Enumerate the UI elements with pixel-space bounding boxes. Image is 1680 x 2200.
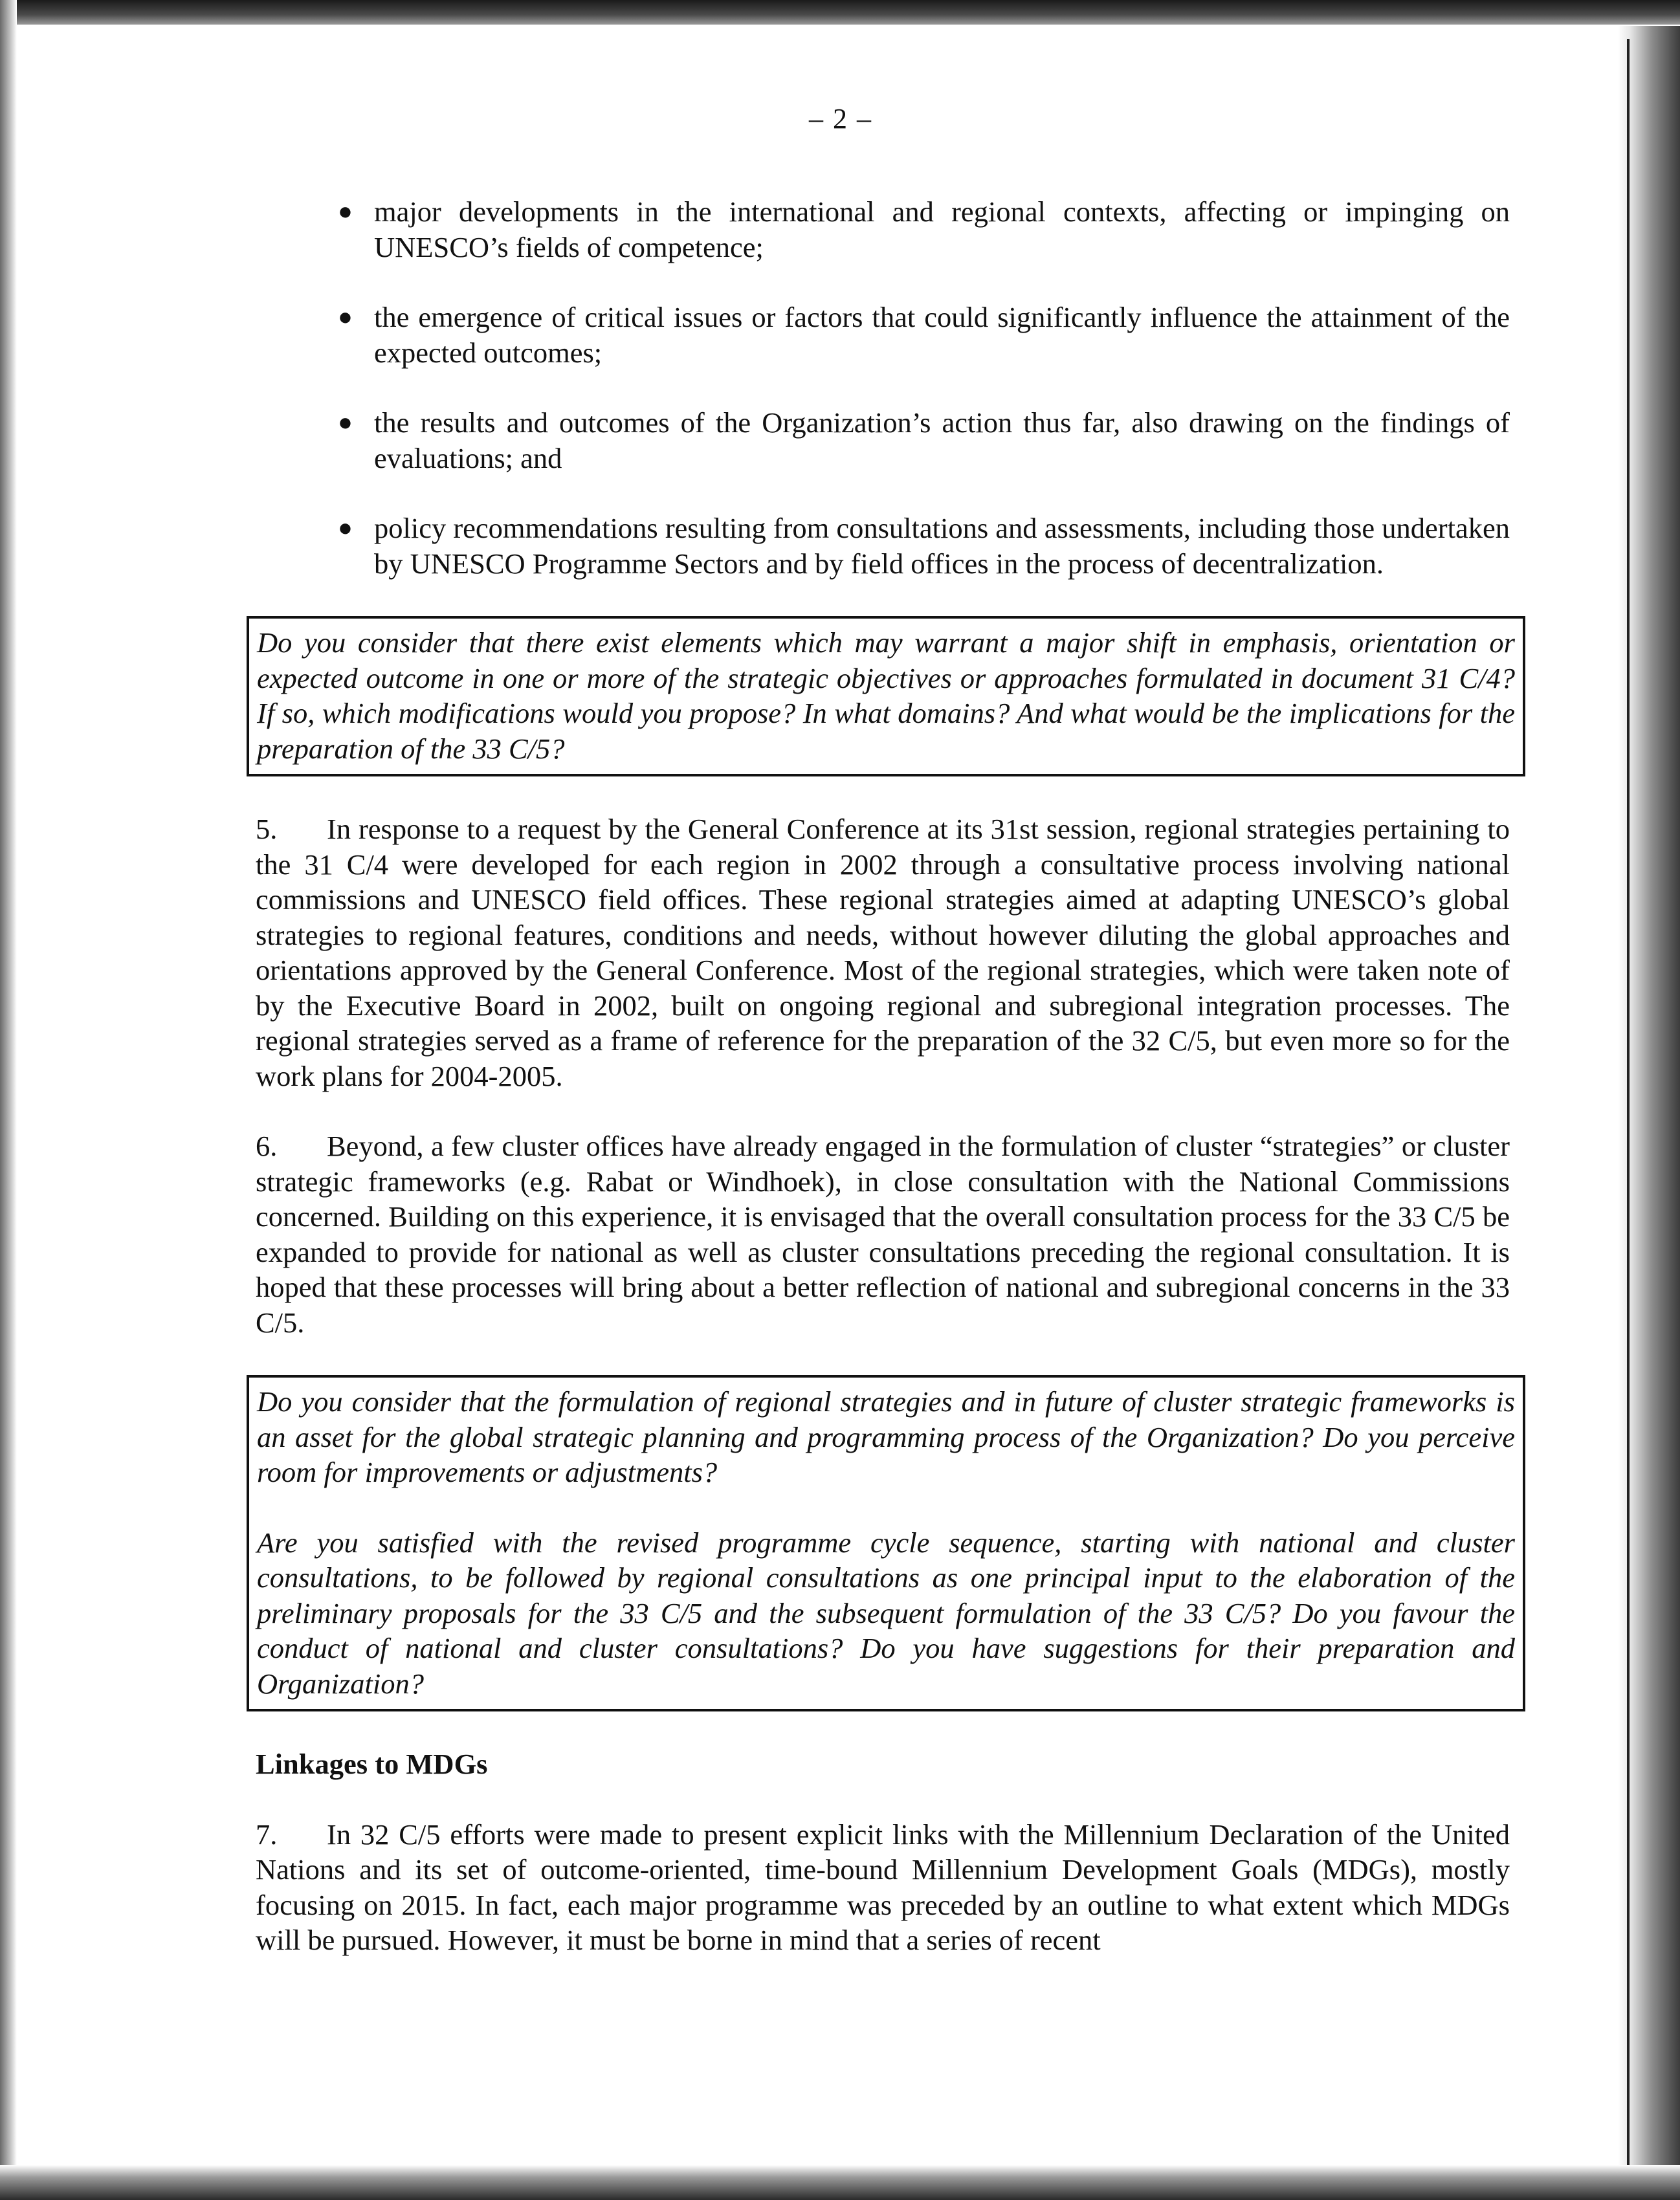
scan-border-top	[0, 0, 1680, 25]
question-text: Do you consider that the formulation of regional strategies and in future of cluster strategic frameworks is an asset for the global strategic planning and programming process of the Organization? Do you perceive room for improvements or adjustments?	[257, 1385, 1515, 1488]
list-item	[256, 511, 1510, 581]
page-number: – 2 –	[809, 103, 872, 135]
list-item	[256, 405, 1510, 476]
scan-edge-line	[1627, 39, 1630, 2174]
question-text: Are you satisfied with the revised programme cycle sequence, starting with national and cluster consultations, to be followed by regional consultations as one principal input to the elaboration of the preliminary proposals for the 33 C/5 and the subsequent formulation of the 33 C/5? Do you favour the conduct of national and cluster consultations? Do you have suggestions for their preparation and Organization?	[257, 1526, 1515, 1700]
paragraph-6	[256, 1128, 1510, 1340]
paragraph-text: Beyond, a few cluster offices have already engaged in the formulation of cluster “strategies” or cluster strategic frameworks (e.g. Rabat or Windhoek), in close consultation with the National Commissions concerned. Building on this experience, it is envisaged that the overall consultation process for the 33 C/5 be expanded to provide for national as well as cluster consultations preceding the regional consultation. It is hoped that these processes will bring about a better reflection of national and subregional concerns in the 33 C/5.	[256, 1130, 1510, 1339]
list-item	[256, 194, 1510, 265]
bullet-text: the emergence of critical issues or factors that could significantly influence the attainment of the expected outcomes;	[374, 301, 1510, 369]
bullet-text: the results and outcomes of the Organization’s action thus far, also drawing on the findings of evaluations; and	[374, 406, 1510, 474]
paragraph-number: 5.	[256, 813, 278, 845]
bullet-icon: ●	[338, 409, 353, 436]
list-item	[256, 300, 1510, 370]
paragraph-7	[256, 1817, 1510, 1958]
question-box-regional-strategies	[247, 1375, 1525, 1711]
bullet-list	[256, 194, 1510, 581]
bullet-icon: ●	[338, 198, 353, 225]
paragraph-text: In response to a request by the General Conference at its 31st session, regional strategies pertaining to the 31 C/4 were developed for each region in 2002 through a consultative process involving national commissions and UNESCO field offices. These regional strategies aimed at adapting UNESCO’s global strategies to regional features, conditions and needs, without however diluting the global approaches and orientations approved by the General Conference. Most of the regional strategies, which were taken note of by the Executive Board in 2002, built on ongoing regional and subregional integration processes. The regional strategies served as a frame of reference for the preparation of the 32 C/5, but even more so for the work plans for 2004-2005.	[256, 813, 1510, 1092]
bullet-text: major developments in the international and regional contexts, affecting or impinging on UNESCO’s fields of competence;	[374, 195, 1510, 263]
scan-border-bottom	[0, 2165, 1680, 2200]
question-box-strategic-objectives	[247, 616, 1525, 776]
paragraph-5	[256, 811, 1510, 1094]
paragraph-number: 6.	[256, 1130, 278, 1162]
document-body	[256, 194, 1515, 1958]
paragraph-text: In 32 C/5 efforts were made to present explicit links with the Millennium Declaration of the United Nations and its set of outcome-oriented, time-bound Millennium Development Goals (MDGs), mostly focusing on 2015. In fact, each major programme was preceded by an outline to what extent which MDGs will be pursued. However, it must be borne in mind that a series of recent	[256, 1818, 1510, 1956]
question-text: Do you consider that there exist elements which may warrant a major shift in emphasis, orientation or expected outcome in one or more of the strategic objectives or approaches formulated in document 31 C/4? If so, which modifications would you propose? In what domains? And what would be the implications for the preparation of the 33 C/5?	[257, 626, 1515, 765]
bullet-icon: ●	[338, 303, 353, 331]
section-heading: Linkages to MDGs	[256, 1748, 488, 1780]
bullet-icon: ●	[338, 514, 353, 542]
scan-border-left	[0, 0, 17, 2200]
paragraph-number: 7.	[256, 1818, 278, 1851]
bullet-text: policy recommendations resulting from consultations and assessments, including those undertaken by UNESCO Programme Sectors and by field offices in the process of decentralization.	[374, 512, 1510, 580]
